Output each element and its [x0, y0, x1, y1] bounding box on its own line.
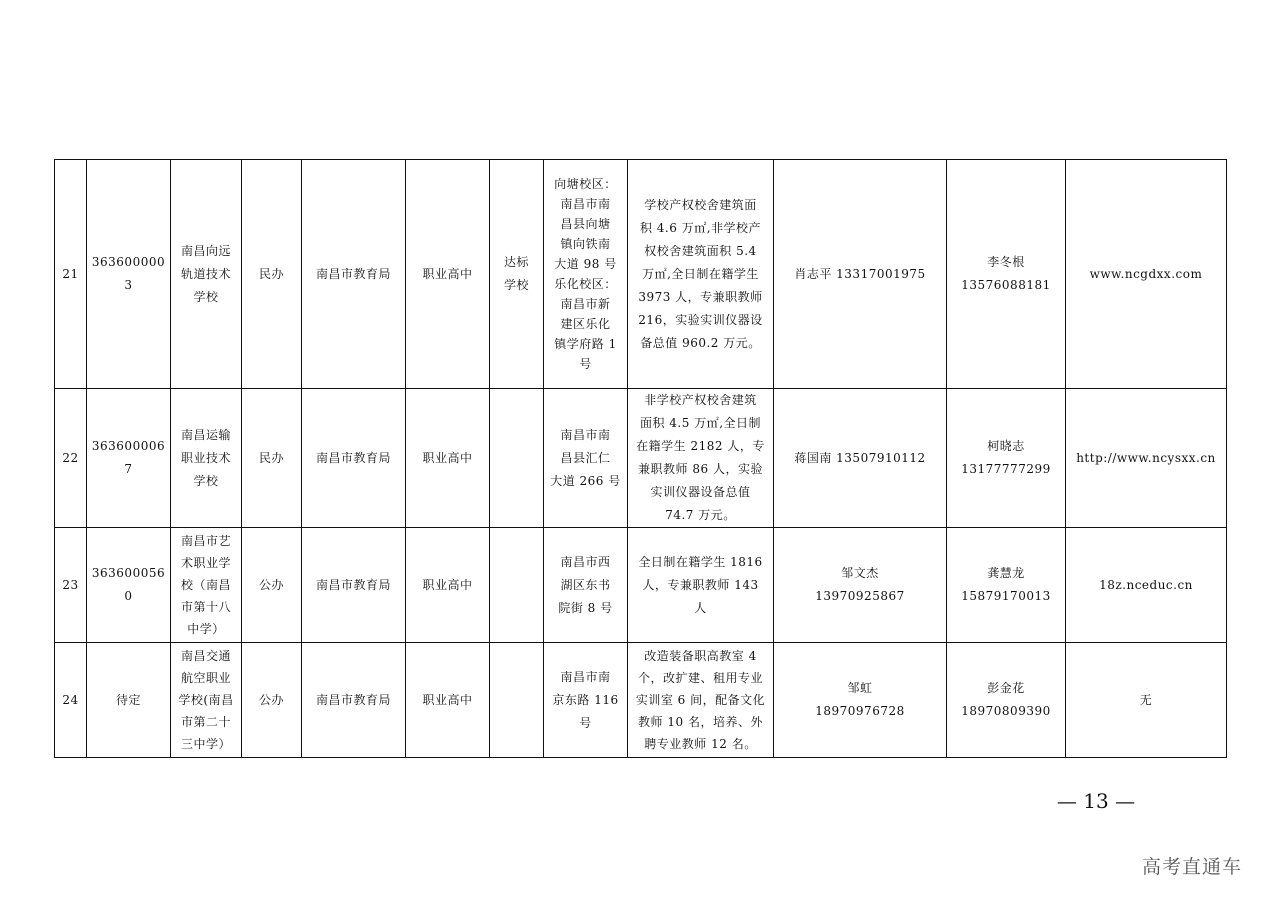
contact-person: 彭金花 18970809390: [947, 643, 1066, 758]
school-code: 待定: [87, 643, 171, 758]
school-type: 公办: [242, 643, 302, 758]
contact-person: 柯晓志 13177777299: [947, 389, 1066, 528]
school-address: 南昌市西 湖区东书 院街 8 号: [544, 528, 628, 643]
school-code: 3636000003: [87, 160, 171, 389]
principal-contact: 蒋国南 13507910112: [774, 389, 947, 528]
school-website: 18z.nceduc.cn: [1066, 528, 1227, 643]
watermark: 高考直通车: [1142, 856, 1243, 878]
contact-person: 龚慧龙 15879170013: [947, 528, 1066, 643]
page-number: — 13 —: [1056, 789, 1136, 813]
table-row: [55, 528, 1227, 643]
school-website: www.ncgdxx.com: [1066, 160, 1227, 389]
principal-contact: 邹文杰 13970925867: [774, 528, 947, 643]
school-status: 达标 学校: [490, 160, 544, 389]
school-conditions: 非学校产权校舍建筑 面积 4.5 万㎡,全日制 在籍学生 2182 人，专 兼职教师 86 人，实验 实训仪器设备总值 74.7 万元。: [628, 389, 774, 528]
school-type: 公办: [242, 528, 302, 643]
row-number: 22: [55, 389, 87, 528]
school-department: 南昌市教育局: [302, 643, 406, 758]
school-conditions: 全日制在籍学生 1816 人，专兼职教师 143 人: [628, 528, 774, 643]
school-code: 3636000067: [87, 389, 171, 528]
school-level: 职业高中: [406, 160, 490, 389]
school-address: 向塘校区： 南昌市南 昌县向塘 镇向铁南 大道 98 号 乐化校区： 南昌市新 建区乐化 镇学府路 1 号: [544, 160, 628, 389]
school-code: 3636000560: [87, 528, 171, 643]
row-number: 24: [55, 643, 87, 758]
contact-person: 李冬根 13576088181: [947, 160, 1066, 389]
school-status: [490, 643, 544, 758]
school-name: 南昌交通 航空职业 学校(南昌 市第二十 三中学）: [171, 643, 242, 758]
row-number: 21: [55, 160, 87, 389]
school-conditions: 改造装备职高教室 4 个，改扩建、租用专业 实训室 6 间，配备文化 教师 10 名，培养、外 聘专业教师 12 名。: [628, 643, 774, 758]
row-number: 23: [55, 528, 87, 643]
table-row: [55, 389, 1227, 528]
principal-contact: 肖志平 13317001975: [774, 160, 947, 389]
school-department: 南昌市教育局: [302, 160, 406, 389]
school-address: 南昌市南 京东路 116 号: [544, 643, 628, 758]
school-level: 职业高中: [406, 528, 490, 643]
school-website: 无: [1066, 643, 1227, 758]
school-level: 职业高中: [406, 643, 490, 758]
school-level: 职业高中: [406, 389, 490, 528]
school-status: [490, 528, 544, 643]
school-conditions: 学校产权校舍建筑面 积 4.6 万㎡,非学校产 权校舍建筑面积 5.4 万㎡,全日制在籍学生 3973 人，专兼职教师 216，实验实训仪器设 备总值 960.2 万元。: [628, 160, 774, 389]
school-department: 南昌市教育局: [302, 389, 406, 528]
school-type: 民办: [242, 160, 302, 389]
school-name: 南昌向远 轨道技术 学校: [171, 160, 242, 389]
table-row: [55, 643, 1227, 758]
school-status: [490, 389, 544, 528]
school-name: 南昌运输 职业技术 学校: [171, 389, 242, 528]
principal-contact: 邹虹 18970976728: [774, 643, 947, 758]
school-name: 南昌市艺 术职业学 校（南昌 市第十八 中学）: [171, 528, 242, 643]
school-type: 民办: [242, 389, 302, 528]
school-table: [54, 159, 1227, 758]
table-row: [55, 160, 1227, 389]
school-address: 南昌市南 昌县汇仁 大道 266 号: [544, 389, 628, 528]
school-website: http://www.ncysxx.cn: [1066, 389, 1227, 528]
school-department: 南昌市教育局: [302, 528, 406, 643]
